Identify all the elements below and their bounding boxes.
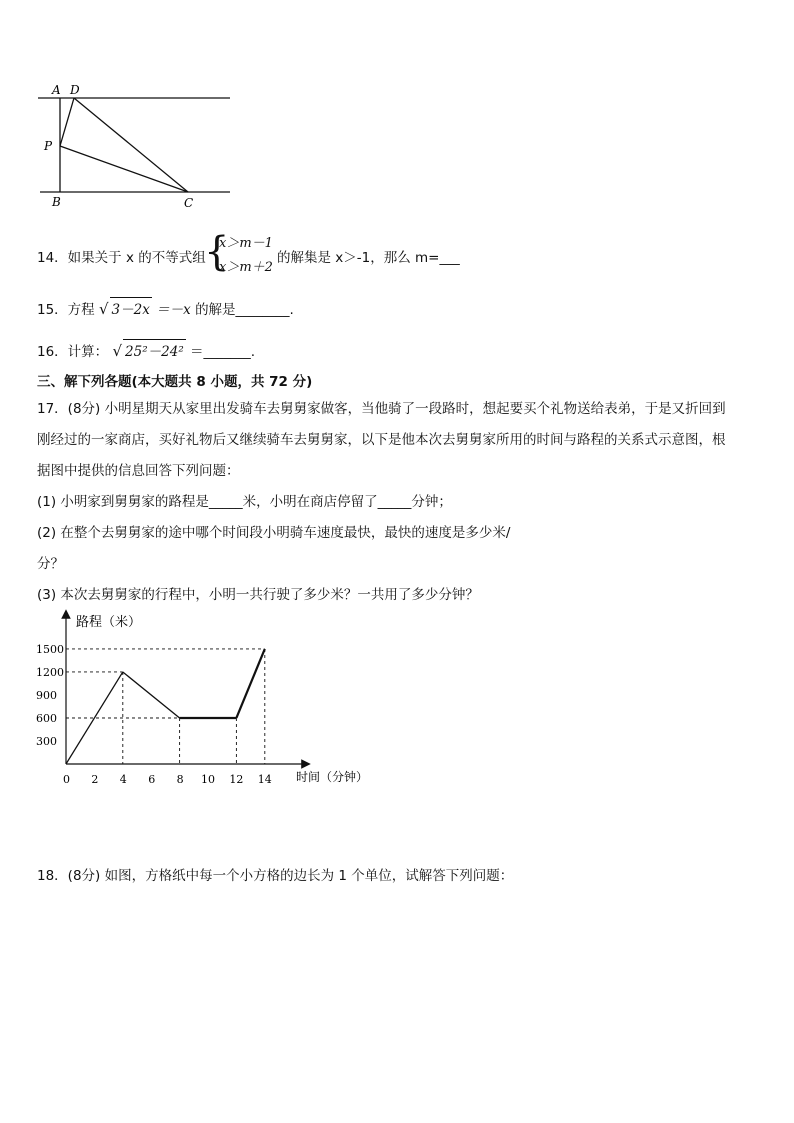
x-tick-label: 4: [119, 773, 127, 786]
q15-radicand: 3－2x: [110, 297, 152, 318]
distance-time-chart: [30, 608, 390, 793]
label-a: A: [52, 83, 61, 97]
y-axis-label: 路程（米）: [76, 615, 142, 630]
segment-dc: [74, 98, 188, 192]
q14-suffix: 的解集是 x＞-1，那么 m=___: [277, 250, 460, 266]
label-d: D: [70, 83, 80, 97]
x-tick-label: 2: [91, 773, 99, 786]
q16-radicand: 25²－24²: [123, 339, 186, 360]
geometry-figure: [30, 80, 235, 215]
q15-rhs: ＝－x: [156, 302, 191, 318]
question-16: [37, 339, 255, 360]
q14-inequality-1: x＞m－1: [219, 236, 273, 251]
q17-line-3: 据图中提供的信息回答下列问题：: [37, 463, 240, 479]
x-tick-label: 6: [148, 773, 156, 786]
q14-prefix: 14．如果关于 x 的不等式组: [37, 250, 206, 266]
series-segment: [123, 672, 180, 718]
label-b: B: [52, 195, 61, 209]
q16-prefix: 16．计算：: [37, 344, 109, 360]
q17-sub-1: (1) 小明家到舅舅家的路程是_____米，小明在商店停留了_____分钟；: [37, 494, 452, 510]
chart-series: [66, 649, 265, 764]
q17-line-1: 17．(8分) 小明星期天从家里出发骑车去舅舅家做客，当他骑了一段路时，想起要买个礼物送给表弟，于是又折回到: [37, 401, 726, 417]
q15-prefix: 15．方程: [37, 302, 95, 318]
y-tick-label: 300: [36, 734, 57, 748]
q15-radical-sign: √: [98, 300, 109, 318]
q17-line-2: 刚经过的一家商店，买好礼物后又继续骑车去舅舅家，以下是他本次去舅舅家所用的时间与路程的关系式示意图，根: [37, 432, 726, 448]
x-tick-label: 10: [201, 773, 215, 786]
series-segment: [236, 649, 264, 718]
segment-pc: [60, 146, 188, 192]
y-tick-label: 900: [36, 688, 57, 702]
y-tick-label: 600: [36, 711, 57, 725]
x-tick-label: 14: [257, 773, 272, 786]
q17-sub-2b: 分？: [37, 556, 64, 572]
x-axis-label: 时间（分钟）: [296, 770, 369, 784]
geometry-svg: [30, 80, 235, 215]
question-15: [37, 297, 294, 318]
y-tick-label: 1200: [36, 665, 64, 679]
q16-suffix: ＝_______.: [190, 344, 256, 360]
chart-svg: [30, 608, 390, 793]
y-tick-label: 1500: [36, 642, 64, 656]
label-p: P: [44, 139, 53, 153]
q14-brace: {: [204, 229, 230, 275]
q17-sub-3: (3) 本次去舅舅家的行程中，小明一共行驶了多少米？一共用了多少分钟？: [37, 587, 479, 603]
q16-radical-sign: √: [112, 342, 123, 360]
x-tick-label: 0: [63, 773, 70, 786]
x-tick-label: 12: [229, 773, 244, 786]
segment-dp: [60, 98, 74, 146]
q17-sub-2a: (2) 在整个去舅舅家的途中哪个时间段小明骑车速度最快，最快的速度是多少米/: [37, 525, 511, 541]
q15-suffix: 的解是________.: [195, 302, 294, 318]
q14-inequality-2: x＞m＋2: [219, 260, 273, 275]
label-c: C: [184, 196, 194, 210]
x-tick-label: 8: [176, 773, 184, 786]
q18-line-1: 18．(8分) 如图，方格纸中每一个小方格的边长为 1 个单位，试解答下列问题：: [37, 868, 514, 884]
section-3-heading: 三、解下列各题(本大题共 8 小题，共 72 分): [37, 374, 313, 390]
